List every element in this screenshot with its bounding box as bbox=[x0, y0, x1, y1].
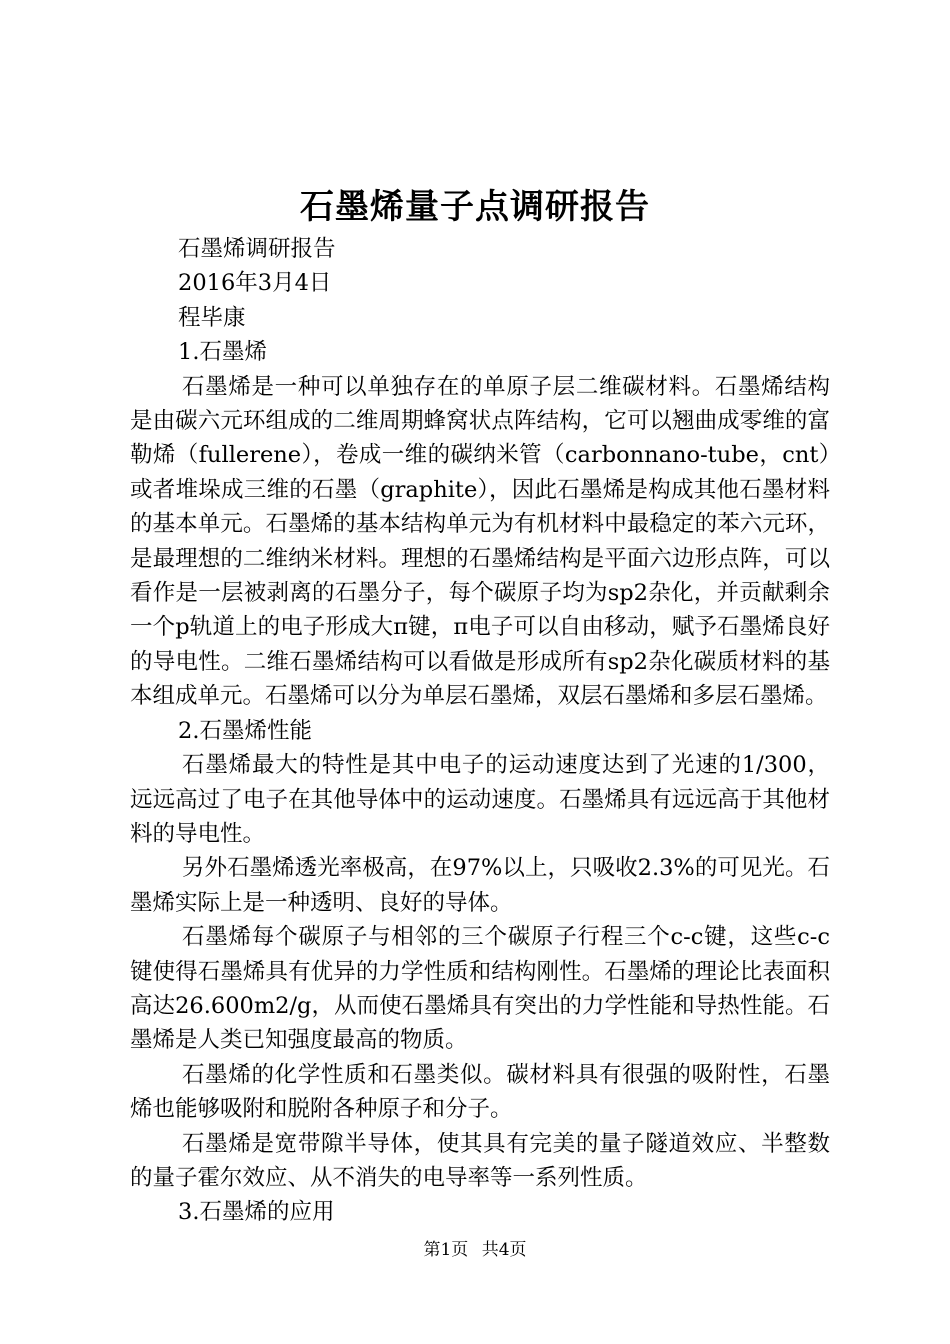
section-2-paragraph: 石墨烯的化学性质和石墨类似。碳材料具有很强的吸附性，石墨烯也能够吸附和脱附各种原子和分子。 bbox=[130, 1061, 830, 1123]
page-title: 石墨烯量子点调研报告 bbox=[300, 187, 650, 227]
document-body bbox=[130, 232, 830, 1230]
report-subtitle: 石墨烯调研报告 bbox=[178, 236, 336, 262]
section-2-paragraph: 石墨烯每个碳原子与相邻的三个碳原子行程三个c-c键，这些c-c键使得石墨烯具有优异的力学性质和结构刚性。石墨烯的理论比表面积高达26.600m2/g，从而使石墨烯具有突出的力学性能和导热性能。石墨烯是人类已知强度最高的物质。 bbox=[130, 924, 830, 1054]
section-heading-1: 1.石墨烯 bbox=[178, 339, 267, 366]
section-heading-2: 2.石墨烯性能 bbox=[178, 717, 312, 744]
section-heading-3: 3.石墨烯的应用 bbox=[178, 1199, 335, 1226]
section-2-paragraph: 石墨烯最大的特性是其中电子的运动速度达到了光速的1/300，远远高过了电子在其他导体中的运动速度。石墨烯具有远远高于其他材料的导电性。 bbox=[130, 752, 830, 847]
page-footer bbox=[0, 1238, 950, 1262]
section-2-paragraph: 石墨烯是宽带隙半导体，使其具有完美的量子隧道效应、半整数的量子霍尔效应、从不消失的电导率等一系列性质。 bbox=[130, 1130, 830, 1191]
report-author: 程毕康 bbox=[178, 304, 246, 331]
page-total: 共4页 bbox=[481, 1240, 527, 1260]
section-2-paragraph: 另外石墨烯透光率极高，在97%以上，只吸收2.3%的可见光。石墨烯实际上是一种透明、良好的导体。 bbox=[130, 855, 830, 916]
section-1-paragraph: 石墨烯是一种可以单独存在的单原子层二维碳材料。石墨烯结构是由碳六元环组成的二维周期蜂窝状点阵结构，它可以翘曲成零维的富勒烯（fullerene），卷成一维的碳纳米管（carbonnano-tube，cnt）或者堆垛成三维的石墨（graphite），因此石墨烯是构成其他石墨材料的基本单元。石墨烯的基本结构单元为有机材料中最稳定的苯六元环，是最理想的二维纳米材料。理想的石墨烯结构是平面六边形点阵，可以看作是一层被剥离的石墨分子，每个碳原子均为sp2杂化，并贡献剩余一个p轨道上的电子形成大π键，π电子可以自由移动，赋予石墨烯良好的导电性。二维石墨烯结构可以看做是形成所有sp2杂化碳质材料的基本组成单元。石墨烯可以分为单层石墨烯，双层石墨烯和多层石墨烯。 bbox=[130, 373, 830, 710]
report-date: 2016年3月4日 bbox=[178, 270, 332, 297]
page-number: 第1页 bbox=[423, 1240, 469, 1260]
